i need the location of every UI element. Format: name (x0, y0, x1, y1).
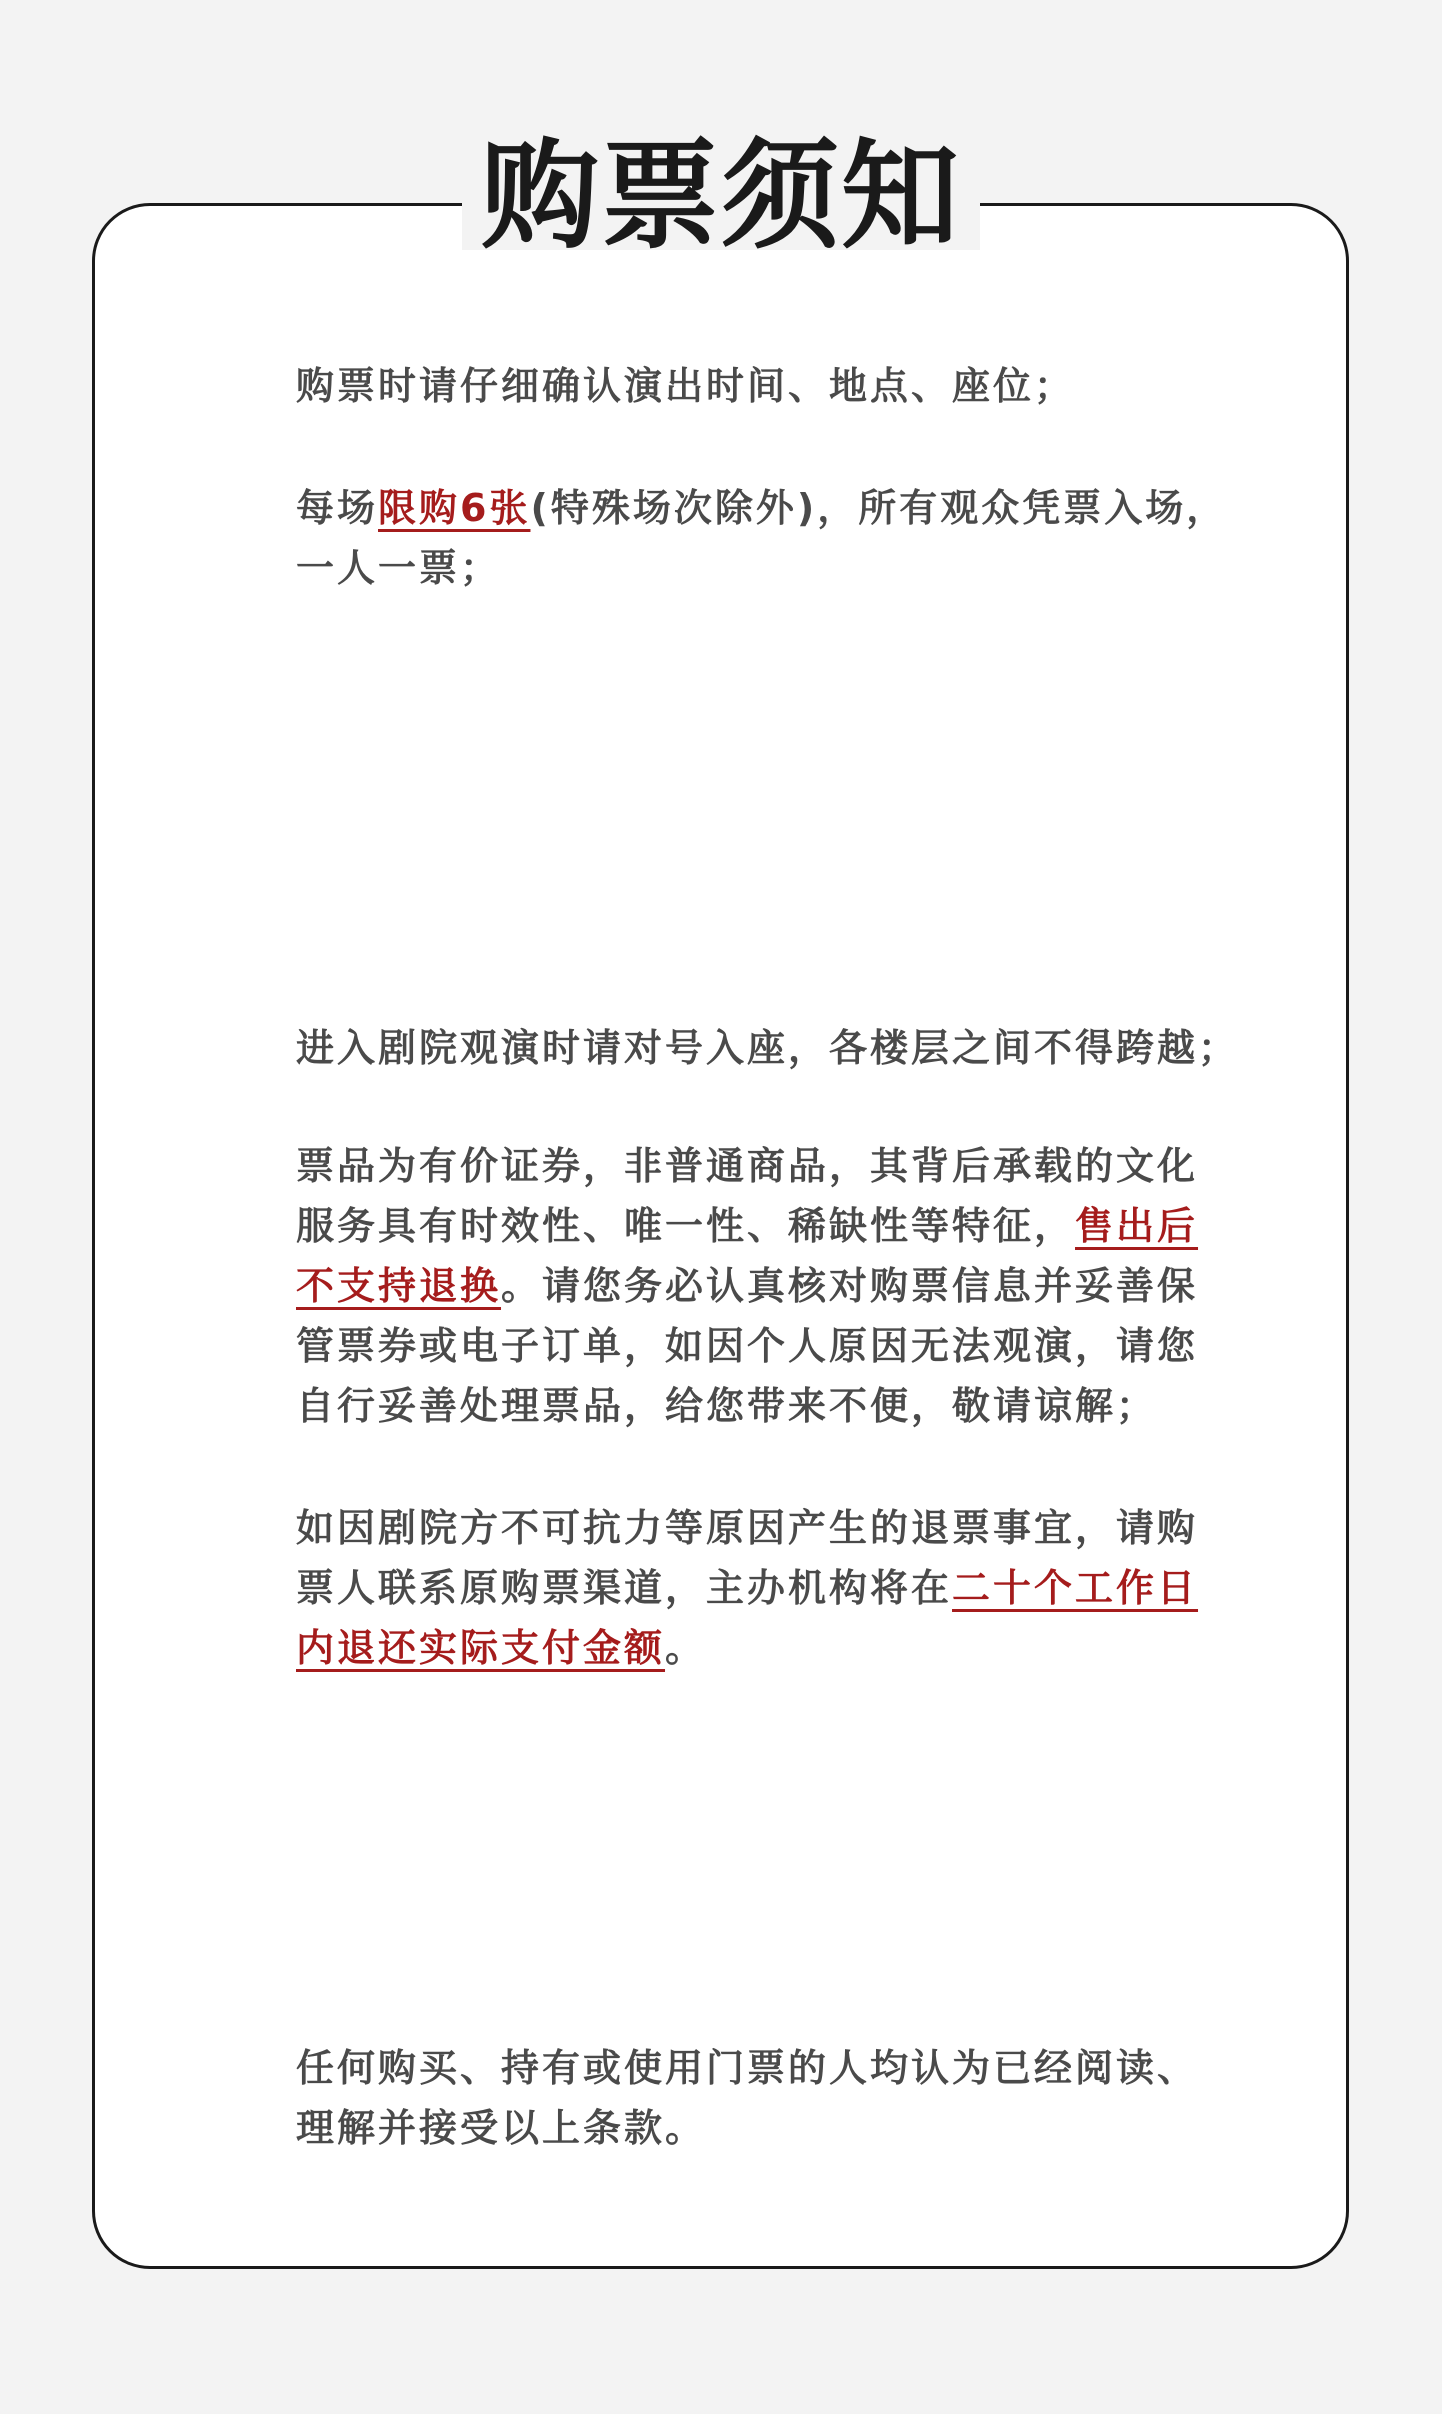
highlight-no-return: 售出后 (1075, 1204, 1199, 1248)
highlight-no-exchange: 不支持退换 (296, 1264, 502, 1308)
notice-item-confirm-details (296, 356, 1236, 416)
notice-text: (特殊场次除外)，所有观众凭票入场， (530, 486, 1228, 530)
notice-text: 购票时请仔细确认演出时间、地点、座位； (296, 364, 1076, 408)
notice-text: 管票券或电子订单，如因个人原因无法观演，请您 (296, 1324, 1199, 1368)
notice-text: 一人一票； (296, 546, 502, 590)
notice-text: 如因剧院方不可抗力等原因产生的退票事宜，请购 (296, 1506, 1199, 1550)
notice-text: 。请您务必认真核对购票信息并妥善保 (501, 1264, 1199, 1308)
highlight-refund-period: 二十个工作日 (952, 1566, 1199, 1610)
notice-text: 票人联系原购票渠道，主办机构将在 (296, 1566, 953, 1610)
notice-item-no-refund (296, 1136, 1236, 1436)
notice-item-seating (296, 1018, 1240, 1078)
notice-text: 进入剧院观演时请对号入座，各楼层之间不得跨越； (296, 1026, 1240, 1070)
notice-text: 自行妥善处理票品，给您带来不便，敬请谅解； (296, 1384, 1158, 1428)
notice-text: 理解并接受以上条款。 (296, 2106, 707, 2150)
notice-text: 每场 (296, 486, 379, 530)
notice-item-refund-policy (296, 1498, 1236, 1678)
notice-text: 。 (665, 1626, 707, 1670)
notice-text: 服务具有时效性、唯一性、稀缺性等特征， (296, 1204, 1076, 1248)
notice-item-purchase-limit (296, 478, 1236, 598)
notice-text: 任何购买、持有或使用门票的人均认为已经阅读、 (296, 2046, 1199, 2090)
highlight-purchase-limit: 限购6张 (378, 486, 531, 530)
highlight-refund-amount: 内退还实际支付金额 (296, 1626, 666, 1670)
notice-text: 票品为有价证券，非普通商品，其背后承载的文化 (296, 1144, 1199, 1188)
notice-item-acceptance (296, 2038, 1236, 2158)
page-title: 购票须知 (480, 126, 961, 265)
